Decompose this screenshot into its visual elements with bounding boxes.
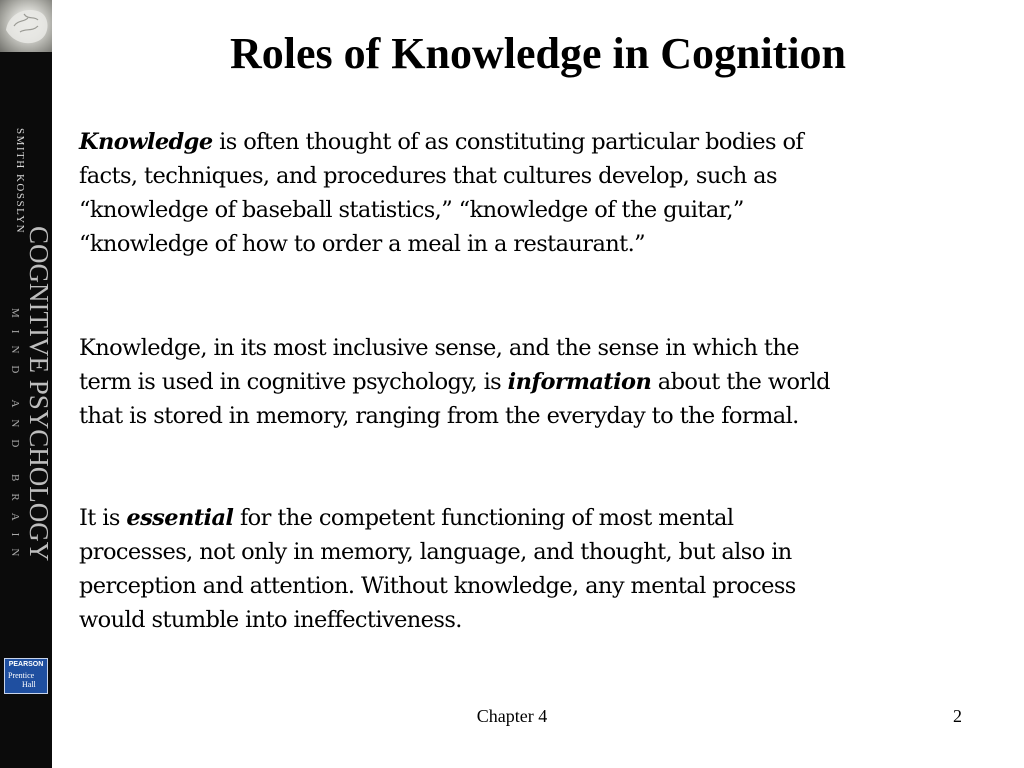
paragraph-knowledge-definition bbox=[79, 125, 979, 261]
paragraph-line: “knowledge of how to order a meal in a restaurant.” bbox=[79, 231, 646, 257]
book-subtitle: MIND AND BRAIN bbox=[9, 308, 21, 569]
brain-image bbox=[0, 0, 52, 52]
pearson-prentice-hall-logo bbox=[4, 658, 48, 694]
emphasis-information: information bbox=[507, 369, 652, 395]
paragraph-knowledge-information bbox=[79, 331, 979, 433]
footer-chapter: Chapter 4 bbox=[476, 706, 548, 726]
publisher-name: PEARSON bbox=[8, 661, 44, 668]
book-spine-sidebar bbox=[0, 0, 52, 768]
paragraph-line bbox=[79, 125, 979, 159]
book-title: COGNITIVE PSYCHOLOGY bbox=[24, 226, 54, 562]
emphasis-knowledge: Knowledge bbox=[79, 129, 213, 155]
paragraph-line bbox=[79, 501, 979, 535]
text-span: term is used in cognitive psychology, is bbox=[79, 369, 508, 395]
paragraph-line: that is stored in memory, ranging from the everyday to the formal. bbox=[79, 403, 799, 429]
paragraph-line bbox=[79, 365, 979, 399]
text-span: It is bbox=[79, 505, 127, 531]
text-span: for the competent functioning of most mental bbox=[233, 505, 734, 531]
paragraph-line: facts, techniques, and procedures that cultures develop, such as bbox=[79, 163, 777, 189]
emphasis-essential: essential bbox=[126, 505, 234, 531]
paragraph-knowledge-essential bbox=[79, 501, 979, 637]
paragraph-line: would stumble into ineffectiveness. bbox=[79, 607, 462, 633]
paragraph-line: processes, not only in memory, language, and thought, but also in bbox=[79, 539, 792, 565]
paragraph-line: perception and attention. Without knowledge, any mental process bbox=[79, 573, 796, 599]
paragraph-line: Knowledge, in its most inclusive sense, and the sense in which the bbox=[79, 335, 799, 361]
publisher-imprint bbox=[8, 671, 44, 689]
text-span: is often thought of as constituting particular bodies of bbox=[212, 129, 804, 155]
text-span: about the world bbox=[651, 369, 830, 395]
publisher-imprint-line2: Hall bbox=[22, 680, 36, 689]
book-authors: SMITH KOSSLYN bbox=[14, 128, 26, 235]
paragraph-line: “knowledge of baseball statistics,” “knowledge of the guitar,” bbox=[79, 197, 744, 223]
slide-title: Roles of Knowledge in Cognition bbox=[229, 29, 847, 78]
publisher-imprint-line1: Prentice bbox=[8, 671, 35, 680]
slide-number: 2 bbox=[953, 706, 962, 726]
